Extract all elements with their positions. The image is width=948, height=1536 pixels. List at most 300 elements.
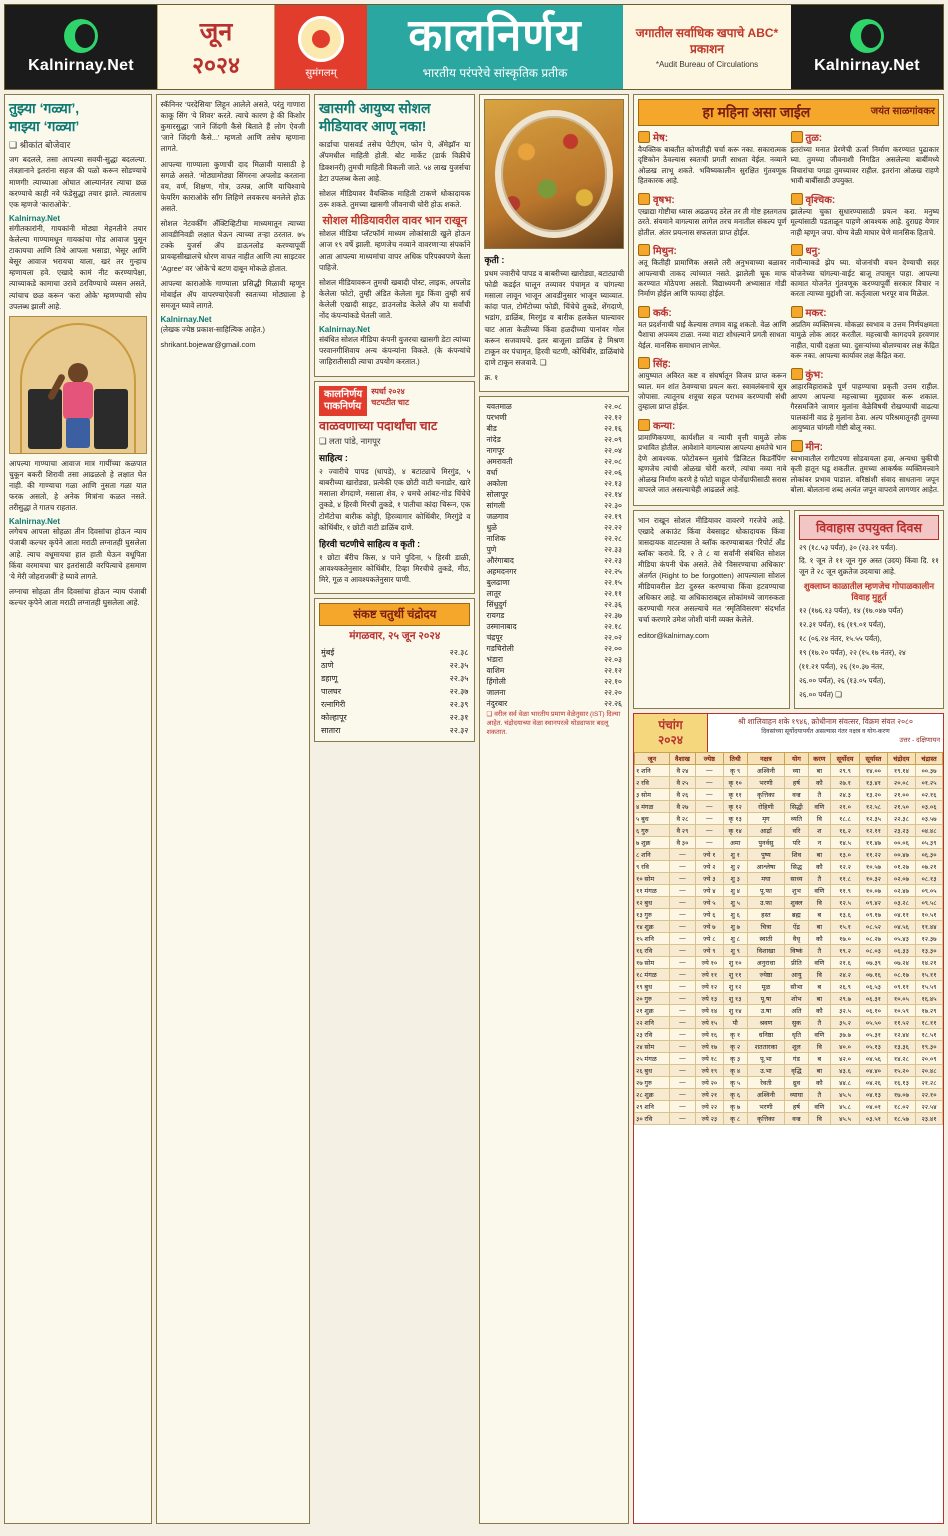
panchang-cell: १३.२० [860, 788, 888, 800]
brand-logo-right-label: Kalnirnay.Net [814, 57, 920, 74]
city-time: २२.३७ [449, 687, 469, 697]
panchang-cell: शततारका [747, 1040, 784, 1052]
date-cell: १९ बुध [635, 980, 670, 992]
table-row [635, 956, 943, 968]
zodiac-icon [791, 193, 803, 205]
table-row [635, 932, 943, 944]
panchang-cell: मघा [747, 872, 784, 884]
panchang-cell: कौ [808, 776, 830, 788]
city-name: अमरावती [486, 456, 513, 466]
panchang-cell: वि [808, 968, 830, 980]
panchang-cell: शु ९ [723, 944, 747, 956]
panchang-cell: ०२.१६ [916, 788, 943, 800]
brand-logo-right [791, 5, 943, 89]
city-time: २२.१८ [604, 621, 622, 631]
panchang-cell: ३२.५ [830, 1004, 859, 1016]
horoscope-item [638, 130, 787, 187]
panchang-cell: ११.५२ [887, 1016, 915, 1028]
date-cell: ३० रवि [635, 1112, 670, 1124]
panchang-cell: ०५.५० [860, 1016, 888, 1028]
panchang-cell: ०४.५६ [860, 1052, 888, 1064]
zodiac-name-row [638, 305, 787, 319]
city-name: लातूर [486, 588, 502, 598]
city-name: नागपूर [486, 445, 505, 455]
panchang-cell: ४५.५ [830, 1112, 859, 1124]
panchang-cell: — [669, 956, 695, 968]
table-row [635, 884, 943, 896]
table-row [484, 500, 624, 511]
watermark: Kalnirnay.Net [9, 213, 60, 223]
zodiac-text: स्वभावातील रागीटपणा सोडवायला हवा, अन्यथा चुकीची कृती हातून घडू शकतील. तुमच्या आकर्षक व्यक्तिमत्त्वाने लोकांवर प्रभाव पाडाल. वरिष्ठांशी संवाद साधताना जपून बोला. बोलताना शब्द अत्यंत जपून वापरावे लागणार आहेत. [790, 453, 939, 495]
article-para: स्कॅनिनर ‘परदेसिया’ लिहून आलेले असते, परंतु गाणारा काकू सिंग ‘ये शिवर’ करते. त्याचे कारण हे की किशोर कुमारसुद्धा ‘जाने जिंदगी कैसे बिताते हैं लोग ऐवजी ‘जाने जिंदगी कैसे...’ म्हणतो आणि तसेच म्हणाना लागते. [160, 100, 306, 154]
panchang-cell: १८.५१ [916, 1028, 943, 1040]
panchang-cell: शु ७ [723, 920, 747, 932]
panchang-cell: १०.५७ [860, 860, 888, 872]
table-row [635, 1076, 943, 1088]
muhurt-time: १८ (०६.२४ नंतर, १५.५५ पर्यंत), [798, 634, 882, 644]
panchang-cell: कौ [808, 1004, 830, 1016]
zodiac-name: मेष: [653, 133, 669, 144]
panchang-cell: उ.फा [747, 896, 784, 908]
panchang-cell: ४५.८ [830, 1100, 859, 1112]
horoscope-item [638, 305, 787, 351]
panchang-cell: हर्ष [785, 776, 809, 788]
date-cell: १६ रवि [635, 944, 670, 956]
panchang-cell: १९.२ [830, 944, 859, 956]
panchang-cell: १३.३६ [887, 1040, 915, 1052]
city-time: २२.३२ [449, 726, 469, 736]
article-para: आपल्या गाण्याचा आवाज मात्र गायींच्या कळपात चुकून बकरी शिरावी तसा आढळतो हे लक्षात घेत नाही. की गाण्याचा गळा आणि नुसता गळा यात फरक असतो, हे अनेक मित्रांना कळत नसते. तरीसुद्धा ते गातच राहतात. [9, 458, 147, 513]
panchang-cell: — [669, 1076, 695, 1088]
city-name: नाशिक [486, 533, 506, 543]
table-row [635, 1016, 943, 1028]
panchang-cell: १०.०५ [887, 992, 915, 1004]
panchang-cell: ज्ये ३ [696, 872, 724, 884]
article-para: संगीतकारांनी, गायकांनी मोठ्या मेहनतीने तयार केलेल्या गाण्यामधून गायकांचा गोड आवाज पुसून टाकायचा आणि तिथे आपला भसाडा, भेसूर आणि बेसूर आवाज भरायचा याला, खरं तर गुन्हाच म्हणायला हवे. एखादे कामं नीट करण्यापेक्षा, त्याच्याकडे कामाचा उरावे ठरविण्याचे व्यसन असते, त्यांचाच छळ करून ‘करा ओके’ म्हणण्याची सोय उपलब्ध झाली आहे. [9, 223, 147, 311]
city-time: २२.११ [604, 588, 622, 598]
panchang-cell: २०.०९ [916, 1052, 943, 1064]
column-social [314, 94, 475, 1524]
panchang-cell: ००.३७ [916, 764, 943, 776]
panchang-cell: ज्ये १९ [696, 1064, 724, 1076]
panchang-cell: कृ ९ [723, 764, 747, 776]
zodiac-text: नावीन्याकडे झेप घ्या. योजनांची वचन देण्याची सदर योजनेच्या चांगल्या-वाईट बाजू तपासून पाहा. आपल्या कामात योजनेत गुंतवणूक करण्यापूर्वी सरकार विचार न करता त्याच्या मुद्दांशी जा. कर्तृत्वाला भरपूर वाव मिळेल. [790, 258, 939, 299]
city-name: औरंगाबाद [486, 555, 514, 565]
panchang-cell: वै २६ [669, 788, 695, 800]
panchang-cell: सुक [785, 1016, 809, 1028]
table-row [484, 566, 624, 577]
panchang-cell: १३.३० [916, 944, 943, 956]
zodiac-icon [638, 131, 650, 143]
table-row [319, 724, 470, 737]
panchang-ayan-note: उत्तर - दक्षिणायन [899, 737, 940, 745]
table-row [635, 848, 943, 860]
entry-number: क्र. १ [484, 372, 499, 382]
panchang-cell: १४.२८ [887, 1052, 915, 1064]
city-time: २२.१२ [604, 665, 622, 675]
panchang-cell: १०.५१ [916, 908, 943, 920]
panchang-cell: ०४.१३ [860, 1088, 888, 1100]
panchang-cell: ००.४७ [887, 848, 915, 860]
panchang-cell: ०५.४३ [887, 932, 915, 944]
date-cell: २५ मंगळ [635, 1052, 670, 1064]
panchang-cell: वि [808, 812, 830, 824]
vivah-column [794, 510, 944, 709]
zodiac-name-row [791, 439, 940, 453]
date-cell: २८ शुक्र [635, 1088, 670, 1100]
table-row [319, 698, 470, 711]
panchang-cell: ०८.५२ [860, 920, 888, 932]
panchang-cell: साध्य [785, 872, 809, 884]
month-label: जून [199, 18, 233, 46]
column-recipe-photo [479, 94, 629, 1524]
panchang-table [634, 752, 943, 1125]
panchang-cell: शु १ [723, 848, 747, 860]
panchang-cell: — [669, 932, 695, 944]
zodiac-icon [791, 244, 803, 256]
horoscope-author: जयंत साळगांवकर [870, 106, 935, 117]
panchang-cell: वै २७ [669, 800, 695, 812]
table-row [484, 643, 624, 654]
panchang-cell: ०१.२५ [916, 776, 943, 788]
article-karaoke-continued [156, 94, 311, 1524]
horoscope-footer-box [633, 510, 790, 709]
date-cell: १८ मंगळ [635, 968, 670, 980]
social-para: संबंधित सोशल मीडिया कंपनी युजरचा खासगी डेटा त्यांच्या परवानगीशिवाय अन्य कंपन्यांना विकते. (के कंपन्यांचे जाहिरातीसाठी त्याचा उपयोग करतात.) [319, 335, 471, 367]
date-cell: २३ रवि [635, 1028, 670, 1040]
vivah-box [794, 510, 944, 709]
method-text: प्रथम ज्वारीचे पापड व बाबरीच्या खारोड्या, बटाट्याची फोडी कडईत घालून तव्यावर पंचामृत व चांगल्या मसाला लावून भाजून आवडीनुसार भाजून घ्याव्यात. कांदा पात, टोमॅटोच्या फोडी, चिंचेचे तुकडे, शेंगदाणे, भडांग, डाळिंब, मिरगुंड व बारीक हलकेल घाल्यावर चाट आता केळीच्या किंवा हळदीच्या पानांवर गोल करून सजवायचे. इतर बाजूला डाळिंब हे मिश्रण टाकून वर पंचामृत, हिरवी चटणी, कोथिंबीर, डाळिंबांचे दाणे टाकून सजवावे. ❑ [484, 269, 624, 367]
table-row [484, 489, 624, 500]
panchang-cell: — [669, 884, 695, 896]
publication-subtitle: भारतीय परंपरेचे सांस्कृतिक प्रतीक [422, 65, 568, 80]
panchang-cell: — [669, 896, 695, 908]
panchang-cell: — [696, 788, 724, 800]
table-row [635, 1040, 943, 1052]
moon-icon [64, 19, 98, 53]
panchang-cell: पू.षा [747, 992, 784, 1004]
zodiac-text: मत प्रदर्शनाची घाई केल्यास तणाव वाढू शकतो. वेळ आणि पैशाचा अपव्यय टाळा. नव्या वाटा शोधल्याने प्रगती साधता येईल. मानसिक समाधान लाभेल. [638, 319, 787, 350]
panchang-cell: विशाखा [747, 944, 784, 956]
horoscope-title: हा महिना असा जाईल [702, 104, 811, 120]
col-header: योग [785, 752, 809, 764]
singer-illustration [9, 316, 147, 454]
social-para: सोशल मीडिया प्लॅटफॉर्म माध्यम लोकांसाठी खुले होऊन आज १९ वर्षे झाली. म्हणजेच नव्याने वावरणाऱ्या संपर्काने आता आपल्या माध्यमांचा वापर अधिक परिपक्वपणे केला पाहिजे. [319, 229, 471, 272]
panchang-cell: १२.५८ [860, 800, 888, 812]
panchang-cell: विष्कं [785, 944, 809, 956]
method-heading: कृती : [484, 255, 505, 265]
city-time: २२.३३ [604, 544, 622, 554]
panchang-cell: २२.३८ [887, 812, 915, 824]
zodiac-icon [638, 244, 650, 256]
panchang-cell: २३.४१ [916, 1112, 943, 1124]
panchang-cell: शु ८ [723, 932, 747, 944]
panchang-cell: १७.० [830, 932, 859, 944]
figure-head [68, 363, 88, 383]
zodiac-text: अप्रतिम व्यक्तिमत्त्व. मोकळा स्वभाव व उत्तम निर्णयक्षमता यामुळे लोक आदर करतील. महत्त्वाची कागदपत्रे हरवणार नाहीत, याची दक्षता घ्या. दुसऱ्यांच्या बोलण्यावर लक्ष केंद्रित करू नका. आपल्या कार्यावर लक्ष केंद्रित करा. [790, 319, 939, 361]
panchang-cell: ज्ये २१ [696, 1088, 724, 1100]
sankashti-header: संकष्ट चतुर्थी चंद्रोदय [319, 603, 470, 626]
panchang-cell: शु १० [723, 956, 747, 968]
panchang-cell: उ.षा [747, 1004, 784, 1016]
date-cell: १२ बुध [635, 896, 670, 908]
panchang-cell: ०३.५७ [916, 812, 943, 824]
article-para: सोशल नेटवर्कींग अँक्टिव्हिटीचा माध्यमातून त्याच्या आवडीनिवडी लक्षात घेऊन त्याच्या तऱ्हा ठरतात. ७५ टक्के युजर्स ॲप डाऊनलोड करण्यापूर्वी प्रायव्हसीखालचे धोरण वाचत नाहीत आणि त्या साइटवर ‘Agree’ वर ‘ओके’चे बटण दाबून मोकळे होतात. [160, 219, 306, 273]
panchang-cell: व्याघा [785, 1088, 809, 1100]
panchang-cell: ज्ये ५ [696, 896, 724, 908]
city-time: २२.२२ [604, 522, 622, 532]
panchang-cell: — [669, 1004, 695, 1016]
city-name: सातारा [321, 726, 341, 736]
panchang-cell: ११.९ [830, 884, 859, 896]
panchang-cell: शु ६ [723, 908, 747, 920]
social-para: कार्डाचा पासवर्ड तसेच पेटीएम, फोन पे, ॲमेझॉन या ॲपमधील माहिती होती. बोट मार्केट (डार्क विक्रीचे डिक्शनरी) तुमची माहिती विकली जाते. ५४ लाख युजर्सचा डेटा उपलब्ध केला आहे. [319, 140, 471, 183]
panchang-cell: — [669, 872, 695, 884]
panchang-table-box [633, 713, 944, 1524]
panchang-cell: श्रवण [747, 1016, 784, 1028]
table-row [635, 920, 943, 932]
panchang-cell: ०६.५३ [860, 980, 888, 992]
article-para: आपल्या गाण्याला कुणाची दाद मिळावी यासाठी हे सगळे असते. ‘मोठ्यामोठ्या सिंगरना अपलोड करताना वय, वर्ण, शिक्षण, गोत्र, उत्पन्न, आणि याचिश्वाचे फेयरिंग काराओके सॉंग लिहिणे लवकरच बनलेले होऊ असते. [160, 159, 306, 213]
zodiac-name: कर्क: [653, 307, 672, 319]
panchang-cell: सौभा [785, 980, 809, 992]
table-row [635, 872, 943, 884]
plate-shape [495, 110, 613, 238]
table-row [635, 836, 943, 848]
panchang-cell: — [669, 1028, 695, 1040]
moon-icon [850, 19, 884, 53]
panchang-cell: तै [808, 1088, 830, 1100]
panchang-cell: २१.० [830, 800, 859, 812]
zodiac-name: वृश्चिक: [805, 194, 836, 206]
zodiac-name-row [791, 243, 940, 257]
table-row [635, 908, 943, 920]
panchang-cell: पुष्य [747, 848, 784, 860]
city-time: २२.०६ [604, 467, 622, 477]
city-name: यवतमाळ [486, 401, 512, 411]
paaknirnay-recipe [314, 381, 475, 595]
sun-label: सुमंगलम् [305, 67, 337, 79]
article-email: shrikant.bojewar@gmail.com [160, 340, 256, 350]
brand-logo-left-label: Kalnirnay.Net [28, 57, 134, 74]
panchang-cell: — [669, 1016, 695, 1028]
panchang-cell: १५.५९ [916, 980, 943, 992]
panchang-cell: १८.५७ [887, 1112, 915, 1124]
panchang-cell: १४.२१ [916, 956, 943, 968]
zodiac-name: तुळ: [805, 133, 823, 144]
panchang-cell: कृ ५ [723, 1076, 747, 1088]
panchang-cell: ११.२२ [860, 848, 888, 860]
panchang-cell: — [669, 860, 695, 872]
panchang-badge [634, 714, 708, 752]
zodiac-name: मकर: [805, 307, 827, 319]
city-name: वाशिम [486, 665, 505, 675]
zodiac-icon [791, 440, 803, 452]
panchang-cell: ज्ये ७ [696, 920, 724, 932]
horoscope-header [638, 99, 939, 126]
panchang-cell: कृ ११ [723, 788, 747, 800]
panchang-cell: ०८.२७ [860, 932, 888, 944]
city-name: सांगली [486, 500, 505, 510]
article-byline: ❑ श्रीकांत बोजेवार [9, 140, 71, 151]
panchang-cell: गंड [785, 1052, 809, 1064]
zodiac-name-row [638, 243, 787, 257]
zodiac-text: झालेल्या चुका सुधारण्यासाठी प्रयत्न करा. मनुष्य मूल्यांसाठी पडताळून पाहणे आवश्यक आहे. दुराग्रह येणार नाही म्हणून जपा. योग्य वेळी माघार घेणे मानसिक हिताचे. [790, 206, 939, 237]
panchang-cell: १०.५९ [887, 1004, 915, 1016]
recipe-photo [484, 99, 624, 249]
panchang-cell: १६.२ [830, 824, 859, 836]
panchang-cell: ज्ये ८ [696, 932, 724, 944]
ingredients-heading: साहित्य : [319, 453, 348, 464]
panchang-cell: ०३.२८ [887, 896, 915, 908]
panchang-cell: न [808, 836, 830, 848]
social-para: सोशल मीडियावरून तुमची खबादी पोस्ट, लाइक, अपलोड केलेला फोटो, तुम्ही अंडित केलेला मूड किंवा तुम्ही सर्च केलेली एखादी साइट, डाउनलोड केलेले ॲप या सर्वांची नोंद कंपन्यांकडे घेतली जाते. [319, 277, 471, 321]
city-time: २२.०४ [604, 445, 622, 455]
panchang-cell: १६.४५ [916, 992, 943, 1004]
table-row [635, 812, 943, 824]
panchang-cell: ४५.५ [830, 1088, 859, 1100]
zodiac-name: धनु: [805, 246, 821, 258]
zodiac-name: कन्या: [653, 420, 676, 432]
panchang-cell: अश्विनी [747, 1088, 784, 1100]
panchang-cell: ०५.३९ [916, 836, 943, 848]
panchang-cell: — [669, 1112, 695, 1124]
panchang-cell: — [696, 836, 724, 848]
city-name: चंद्रपूर [486, 632, 503, 642]
table-row [319, 659, 470, 672]
muhurt-time: १२.३१ पर्यंत), १६ (१९.०१ पर्यंत), [798, 620, 886, 630]
date-cell: ५ बुध [635, 812, 670, 824]
panchang-cell: — [669, 1052, 695, 1064]
table-row [484, 511, 624, 522]
panchang-cell: शिव [785, 848, 809, 860]
panchang-cell: ज्ये २२ [696, 1100, 724, 1112]
horoscope-item [791, 305, 940, 362]
panchang-cell: पुनर्वसु [747, 836, 784, 848]
panchang-cell: २९.७ [830, 992, 859, 1004]
panchang-cell: शु १४ [723, 1004, 747, 1016]
panchang-cell: कृ १२ [723, 800, 747, 812]
city-time: २२.३१ [449, 713, 469, 723]
panchang-cell: १२.४४ [887, 1028, 915, 1040]
paaknirnay-tag-line2: पाकनिर्णय [324, 400, 362, 412]
date-cell: २२ शनि [635, 1016, 670, 1028]
panchang-cell: ३७.७ [830, 1028, 859, 1040]
panchang-cell: ०८.१३ [916, 872, 943, 884]
abc-block [623, 5, 791, 89]
watermark: Kalnirnay.Net [160, 314, 212, 324]
panchang-cell: ०४.०१ [860, 1100, 888, 1112]
panchang-cell: अनुराधा [747, 956, 784, 968]
sankashti-city-table-left [319, 646, 470, 737]
panchang-cell: स्वाती [747, 932, 784, 944]
article-para: जग बदलले, तसा आपल्या सवयी-सुद्धा बदलल्या. तंत्रज्ञानाने इतरांना सहज की पळो करून सोडण्याचे माणगी! त्याच्याआ ओघात आल्यानंतर त्याचा छळ करण्याचे काही नवे फंडेसुद्धा तयार झाले. त्यातलाच एक म्हणजे ‘काराओके’. [9, 155, 147, 209]
panchang-cell: भरणी [747, 776, 784, 788]
panchang-cell: वणि [808, 884, 830, 896]
panchang-cell: बा [808, 992, 830, 1004]
city-name: मुंबई [321, 648, 335, 658]
table-row [484, 401, 624, 412]
city-name: पालघर [321, 687, 342, 697]
city-time: २२.३५ [449, 674, 469, 684]
panchang-cell: ज्ये २० [696, 1076, 724, 1088]
panchang-cell: रेवती [747, 1076, 784, 1088]
year-label: २०२४ [192, 52, 240, 78]
panchang-cell: — [696, 776, 724, 788]
paaknirnay-contest: स्पर्धा २०२४ [371, 386, 405, 396]
city-time: २२.१४ [604, 489, 622, 499]
city-name: ठाणे [321, 661, 334, 671]
horoscope-item [638, 192, 787, 238]
zodiac-text: प्रामाणिकपणा, कार्यशील व न्यायी वृत्ती यामुळे लोक प्रभावित होतील. आवेशाने वागल्यास आपल्या क्षमतेचे भान देणे आवश्यक. फोटोवरून मुलांचे ‘डिजिटल किडनॅपिंग’ म्हणजेच त्यांची ओळख चोरी करणे, त्यांचा नव्या नावे ओळख निर्माण करणे हे फोटो चाहूल पोर्नोग्राफीसाठी सरास वापरले जात असल्याचेही आढळले आहे. [638, 432, 787, 495]
panchang-cell: श [808, 824, 830, 836]
date-cell: ११ मंगळ [635, 884, 670, 896]
panchang-cell: वै २९ [669, 824, 695, 836]
horoscope-item [638, 243, 787, 300]
panchang-cell: ११.४४ [916, 920, 943, 932]
monthly-horoscope [633, 94, 944, 506]
panchang-cell: ०२.४७ [887, 884, 915, 896]
watermark: Kalnirnay.Net [9, 517, 60, 527]
panchang-cell: १०.०७ [860, 884, 888, 896]
panchang-cell: परि [785, 836, 809, 848]
panchang-cell: वै २८ [669, 812, 695, 824]
column-article-left [4, 94, 152, 1524]
panchang-cell: ०३.०६ [916, 800, 943, 812]
horoscope-item [791, 192, 940, 238]
paaknirnay-tag-line1: कालनिर्णय [324, 388, 363, 400]
panchang-cell: १२.५ [830, 896, 859, 908]
table-row [484, 467, 624, 478]
panchang-cell: ०१.२७ [887, 860, 915, 872]
figure-torso [63, 382, 93, 420]
table-row [484, 522, 624, 533]
panchang-cell: १६.१३ [887, 1076, 915, 1088]
city-time: २२.३० [604, 500, 622, 510]
date-cell: २१ शुक्र [635, 1004, 670, 1016]
panchang-cell: १९.३० [916, 1040, 943, 1052]
panchang-cell: ११.८ [830, 872, 859, 884]
panchang-cell: २३.२३ [887, 824, 915, 836]
panchang-cell: ज्ये १० [696, 956, 724, 968]
panchang-cell: कृ १ [723, 1028, 747, 1040]
sankashti-city-table-right [484, 401, 624, 709]
city-time: २२.२० [604, 687, 622, 697]
panchang-cell: ज्ये ४ [696, 884, 724, 896]
panchang-cell: — [696, 764, 724, 776]
panchang-cell: शोभ [785, 992, 809, 1004]
panchang-cell: बा [808, 764, 830, 776]
table-row [484, 632, 624, 643]
panchang-cell: २७.१ [830, 776, 859, 788]
panchang-cell: २४.२ [830, 968, 859, 980]
panchang-cell: — [669, 944, 695, 956]
date-cell: २ रवि [635, 776, 670, 788]
panchang-cell: कृ ३ [723, 1052, 747, 1064]
panchang-cell: ०३.५१ [860, 1112, 888, 1124]
panchang-cell: ज्ये १४ [696, 1004, 724, 1016]
panchang-cell: ब [808, 1052, 830, 1064]
panchang-cell: ०८.१७ [887, 968, 915, 980]
zodiac-name: सिंह: [653, 359, 671, 371]
panchang-cell: वणि [808, 1100, 830, 1112]
zodiac-name: मिथुन: [653, 246, 677, 258]
article-para: लगेचच आपला सोहळा तीन दिवसांचा होऊन न्याय पंजाबी कल्चर कृपेने आता मराठी लग्नातही घुसलेला आहे. त्याच वधूमायचा हात हाती घेऊन वधूपिता किंवा वरमायचा चार इतरांसाठी वरपित्याचे हसमाण ‘ये मेरी जोहराजबीं’ हे घ्यावे लागते. [9, 527, 147, 581]
column-article-mid [156, 94, 311, 1524]
panchang-cell: कौ [808, 1076, 830, 1088]
date-cell: ३ सोम [635, 788, 670, 800]
panchang-cell: २४.३ [830, 788, 859, 800]
